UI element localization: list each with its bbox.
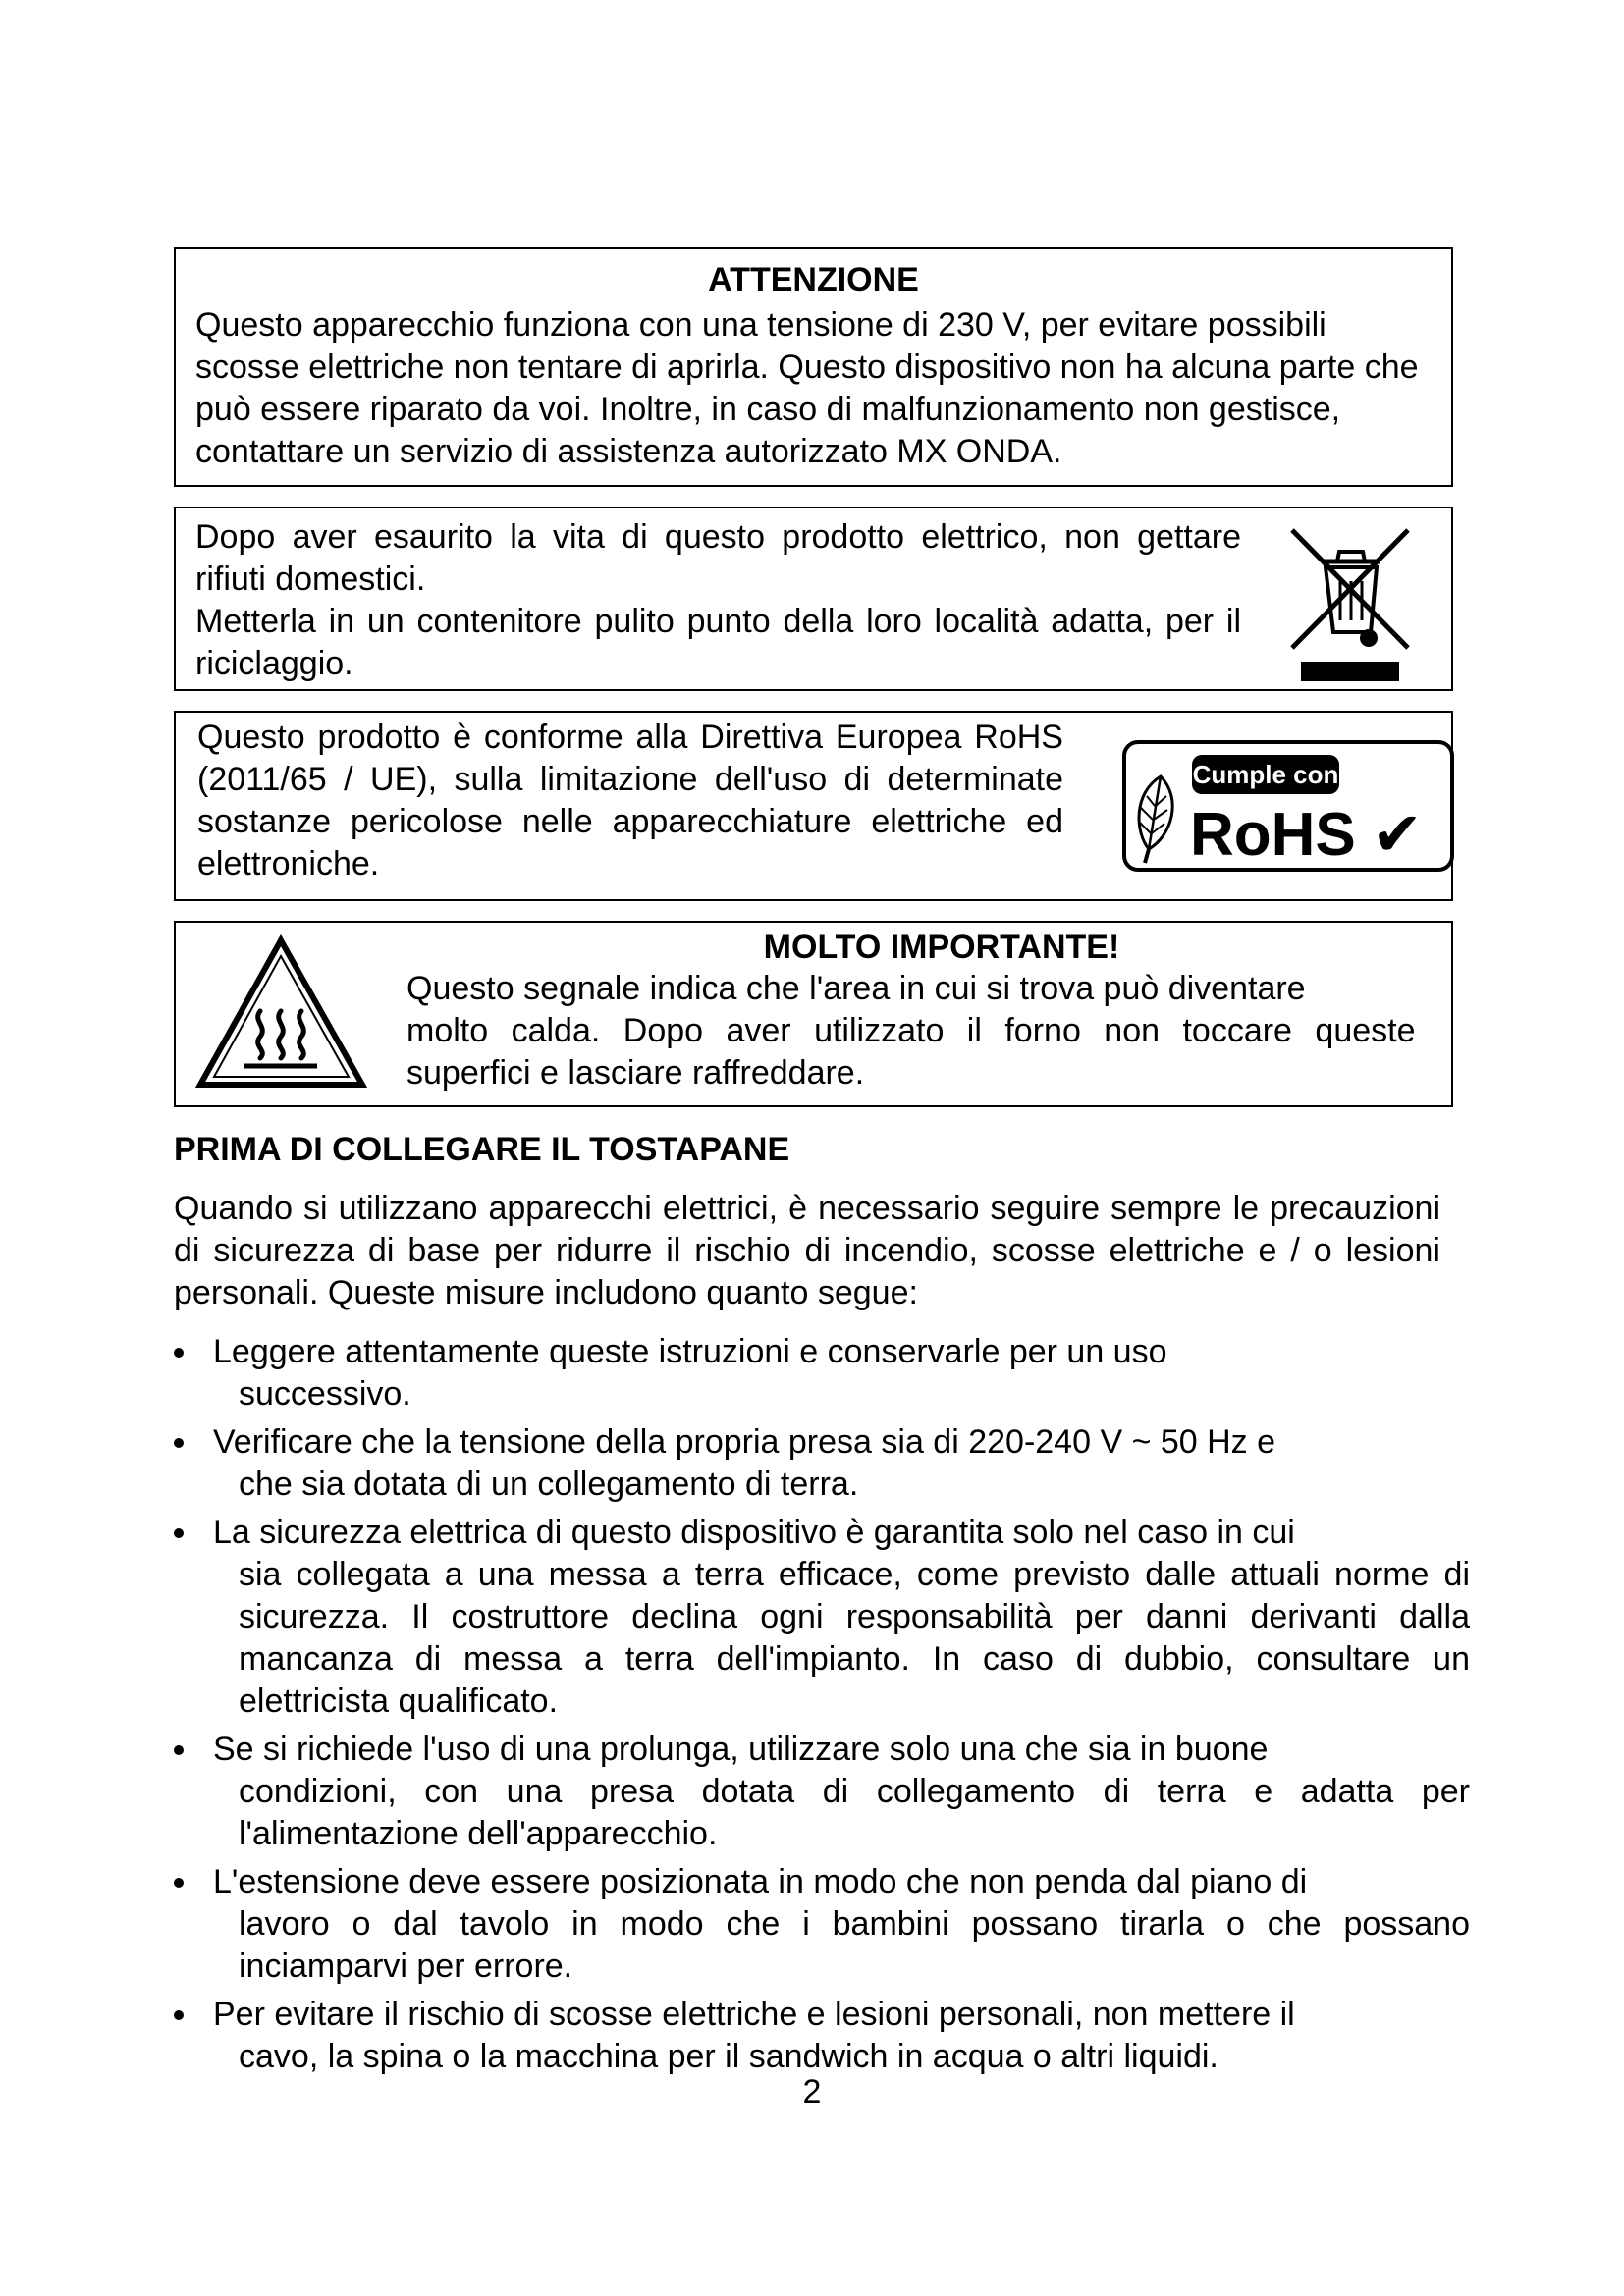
- weee-text-2: Metterla in un contenitore pulito punto della loro località adatta, per il riciclaggio.: [195, 603, 1241, 682]
- bullet-icon: [174, 1528, 184, 1538]
- attenzione-text: Questo apparecchio funziona con una tensione di 230 V, per evitare possibili scosse elettriche non tentare di aprirla. Questo dispositivo non ha alcuna parte che può essere riparato da voi. Inoltre, in caso di malfunzionamento non gestisce, contattare un servizio di assistenza autorizzato MX ONDA.: [195, 306, 1419, 470]
- rohs-box: [174, 711, 1453, 901]
- crossed-out-wheelie-bin-icon: [1286, 522, 1414, 684]
- attenzione-title: ATTENZIONE: [708, 261, 919, 298]
- list-item-first-line: Leggere attentamente queste istruzioni e conservarle per un uso: [213, 1333, 1167, 1370]
- list-item: [174, 1861, 1470, 1988]
- list-item-first-line: La sicurezza elettrica di questo dispositivo è garantita solo nel caso in cui: [213, 1514, 1295, 1551]
- molto-importante-box: [174, 921, 1453, 1107]
- list-item-continuation: che sia dotata di un collegamento di terra.: [239, 1466, 859, 1503]
- bullet-icon: [174, 1438, 184, 1448]
- weee-box: [174, 507, 1453, 691]
- list-item: [174, 1512, 1470, 1723]
- list-item-continuation: condizioni, con una presa dotata di collegamento di terra e adatta per l'alimentazione dell'apparecchio.: [239, 1773, 1470, 1852]
- list-item-first-line: Se si richiede l'uso di una prolunga, utilizzare solo una che sia in buone: [213, 1731, 1269, 1768]
- list-item-continuation: successivo.: [239, 1375, 411, 1413]
- rohs-logo-badge: Cumple con: [1192, 760, 1339, 789]
- hot-surface-warning-icon: [195, 933, 367, 1095]
- list-item-continuation: cavo, la spina o la macchina per il sandwich in acqua o altri liquidi.: [239, 2038, 1218, 2075]
- list-item-first-line: Per evitare il rischio di scosse elettriche e lesioni personali, non mettere il: [213, 1996, 1295, 2033]
- bullet-icon: [174, 2010, 184, 2020]
- section-intro: Quando si utilizzano apparecchi elettrici, è necessario seguire sempre le precauzioni di sicurezza di base per ridurre il rischio di incendio, scosse elettriche e / o lesioni personali. Queste misure includono quanto segue:: [174, 1190, 1440, 1311]
- list-item: [174, 1994, 1470, 2078]
- list-item: [174, 1421, 1470, 1506]
- molto-line-2: molto calda. Dopo aver utilizzato il forno non toccare queste: [406, 1012, 1416, 1049]
- list-item-first-line: Verificare che la tensione della propria presa sia di 220-240 V ~ 50 Hz e: [213, 1423, 1276, 1461]
- list-item-continuation: sia collegata a una messa a terra efficace, come previsto dalle attuali norme di sicurezza. Il costruttore declina ogni responsabilità per danni derivanti dalla mancanza di messa a terra dell'impianto. In caso di dubbio, consultare un elettricista qualificato.: [239, 1556, 1470, 1720]
- rohs-compliance-logo: [1121, 739, 1455, 873]
- rohs-text: Questo prodotto è conforme alla Direttiva Europea RoHS (2011/65 / UE), sulla limitazione dell'uso di determinate sostanze pericolose nelle apparecchiature elettriche ed elettroniche.: [197, 719, 1063, 882]
- molto-importante-text: [406, 968, 1452, 1095]
- weee-text: [195, 516, 1241, 685]
- list-item: [174, 1729, 1470, 1855]
- bullet-list: [174, 1331, 1470, 2084]
- page-number: 2: [802, 2073, 822, 2110]
- attenzione-box: [174, 247, 1453, 487]
- checkmark-icon: ✔: [1372, 798, 1423, 870]
- molto-line-1: Questo segnale indica che l'area in cui si trova può diventare: [406, 970, 1306, 1007]
- list-item: [174, 1331, 1470, 1415]
- bullet-icon: [174, 1348, 184, 1358]
- bullet-icon: [174, 1878, 184, 1888]
- rohs-logo-text: RoHS: [1190, 801, 1356, 869]
- section-title: PRIMA DI COLLEGARE IL TOSTAPANE: [174, 1131, 790, 1168]
- list-item-first-line: L'estensione deve essere posizionata in modo che non penda dal piano di: [213, 1863, 1308, 1900]
- weee-text-1: Dopo aver esaurito la vita di questo prodotto elettrico, non gettare rifiuti domestici.: [195, 518, 1241, 598]
- molto-line-3: superfici e lasciare raffreddare.: [406, 1054, 865, 1092]
- molto-importante-title: MOLTO IMPORTANTE!: [763, 929, 1120, 966]
- bullet-icon: [174, 1745, 184, 1755]
- list-item-continuation: lavoro o dal tavolo in modo che i bambini possano tirarla o che possano inciamparvi per errore.: [239, 1905, 1470, 1985]
